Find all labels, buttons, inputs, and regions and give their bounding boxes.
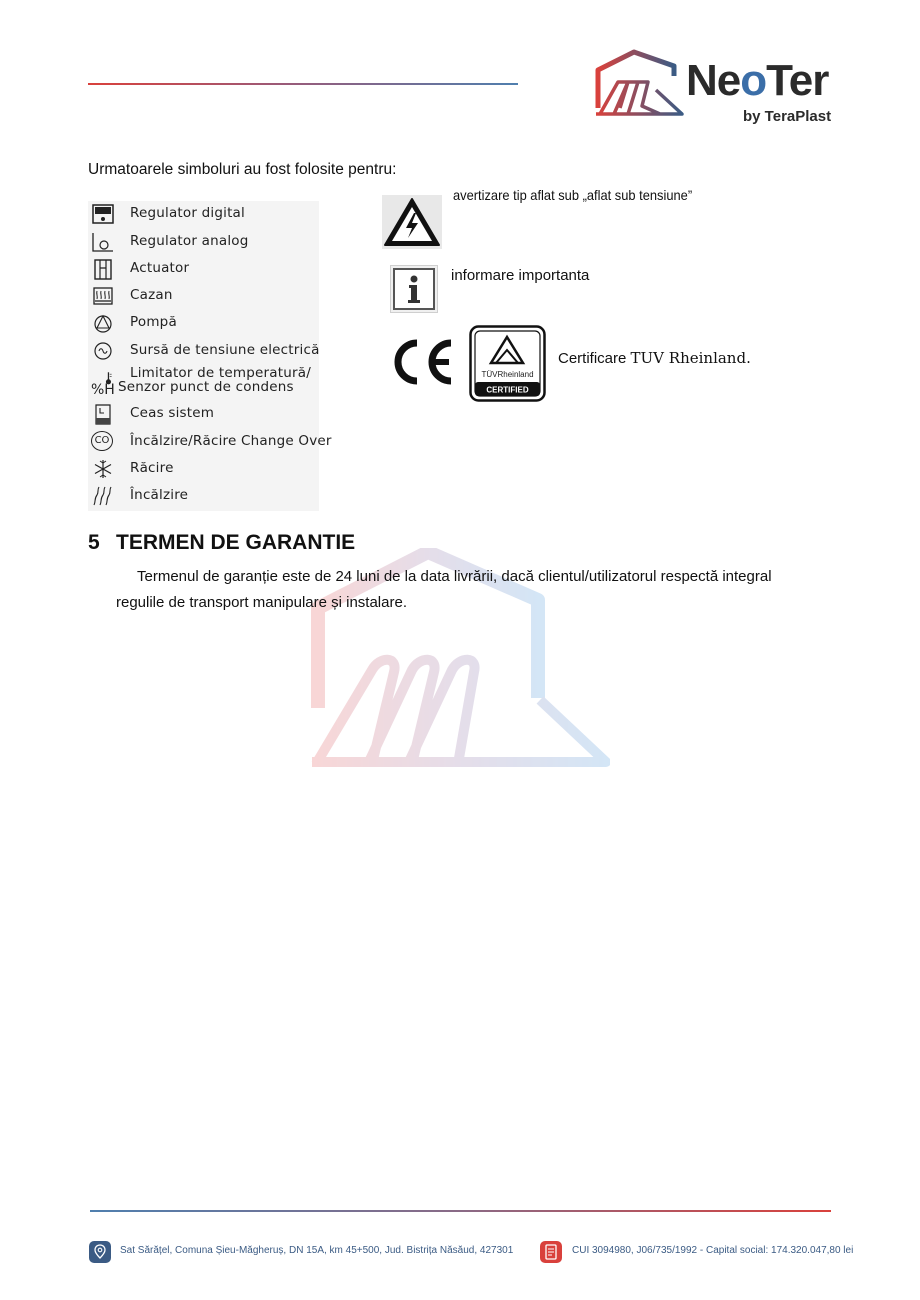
house-logo-icon (594, 48, 686, 120)
logo-word-pre: Ne (686, 56, 741, 105)
digital-regulator-icon (92, 203, 114, 225)
tuv-brand-text: TÜVRheinland (481, 370, 534, 379)
legend-item (88, 483, 319, 509)
legend-label: Sursă de tensiune electrică (130, 342, 320, 358)
legend-label: Încălzire/Răcire Change Over (130, 433, 332, 449)
legend-label: Senzor punct de condens (118, 379, 294, 395)
footer-company-info: CUI 3094980, J06/735/1992 - Capital social: 174.320.047,80 lei (572, 1245, 854, 1256)
info-icon (390, 265, 438, 313)
legend-label: Cazan (130, 287, 173, 303)
legend-label: Încălzire (130, 487, 189, 503)
section-number: 5 (88, 531, 100, 554)
neoter-logo (594, 48, 844, 128)
power-source-icon (92, 340, 114, 362)
warning-description: avertizare tip aflat sub „aflat sub tensiune” (453, 187, 693, 203)
intro-text: Urmatoarele simboluri au fost folosite pentru: (88, 161, 397, 178)
legend-label: Regulator analog (130, 233, 249, 249)
document-icon (540, 1241, 562, 1263)
info-description: informare importanta (451, 267, 590, 284)
system-clock-icon (92, 403, 114, 425)
logo-word-post: Ter (766, 56, 829, 105)
legend-label: Răcire (130, 460, 174, 476)
ce-mark-icon (389, 337, 455, 387)
tuv-certified-text: CERTIFIED (486, 385, 529, 395)
footer-divider (90, 1210, 831, 1212)
certification-description (558, 349, 751, 367)
legend-item (88, 283, 319, 309)
high-voltage-warning-icon (382, 195, 442, 249)
location-pin-icon (89, 1241, 111, 1263)
legend-item (88, 229, 319, 255)
legend-item (88, 201, 319, 227)
tuv-certified-badge (469, 325, 546, 402)
heating-waves-icon (92, 485, 114, 507)
cert-text-prefix: Certificare (558, 350, 631, 367)
boiler-icon (92, 285, 114, 307)
legend-item (88, 256, 319, 282)
symbol-legend (88, 201, 332, 511)
legend-item (88, 429, 332, 455)
legend-label: Pompă (130, 314, 177, 330)
snowflake-icon (92, 458, 114, 480)
cert-text-tuv: TUV Rheinland. (630, 349, 751, 367)
change-over-icon: CO (91, 431, 113, 451)
section-title: TERMEN DE GARANTIE (116, 531, 356, 554)
dew-point-sensor-icon: %H (91, 382, 115, 398)
actuator-icon (92, 258, 114, 280)
legend-item (88, 456, 319, 482)
legend-label: Regulator digital (130, 205, 245, 221)
legend-item (88, 338, 319, 364)
legend-label: Ceas sistem (130, 405, 215, 421)
legend-item (88, 378, 319, 398)
header-divider (88, 83, 518, 85)
legend-label: Actuator (130, 260, 190, 276)
analog-regulator-icon (92, 231, 114, 253)
logo-subtitle: by TeraPlast (743, 108, 832, 125)
warranty-paragraph-line-2: regulile de transport manipulare și instalare. (116, 594, 407, 611)
legend-label: Limitator de temperatură/ (130, 365, 311, 381)
logo-word-o: o (740, 56, 767, 105)
legend-item (88, 401, 319, 427)
legend-item (88, 310, 319, 336)
footer-address: Sat Sărățel, Comuna Șieu-Măgheruș, DN 15A, km 45+500, Jud. Bistrița Năsăud, 427301 (120, 1245, 514, 1256)
warranty-paragraph-line-1: Termenul de garanție este de 24 luni de la data livrării, dacă clientul/utilizatorul respectă integral (137, 568, 772, 585)
pump-icon (92, 312, 114, 334)
